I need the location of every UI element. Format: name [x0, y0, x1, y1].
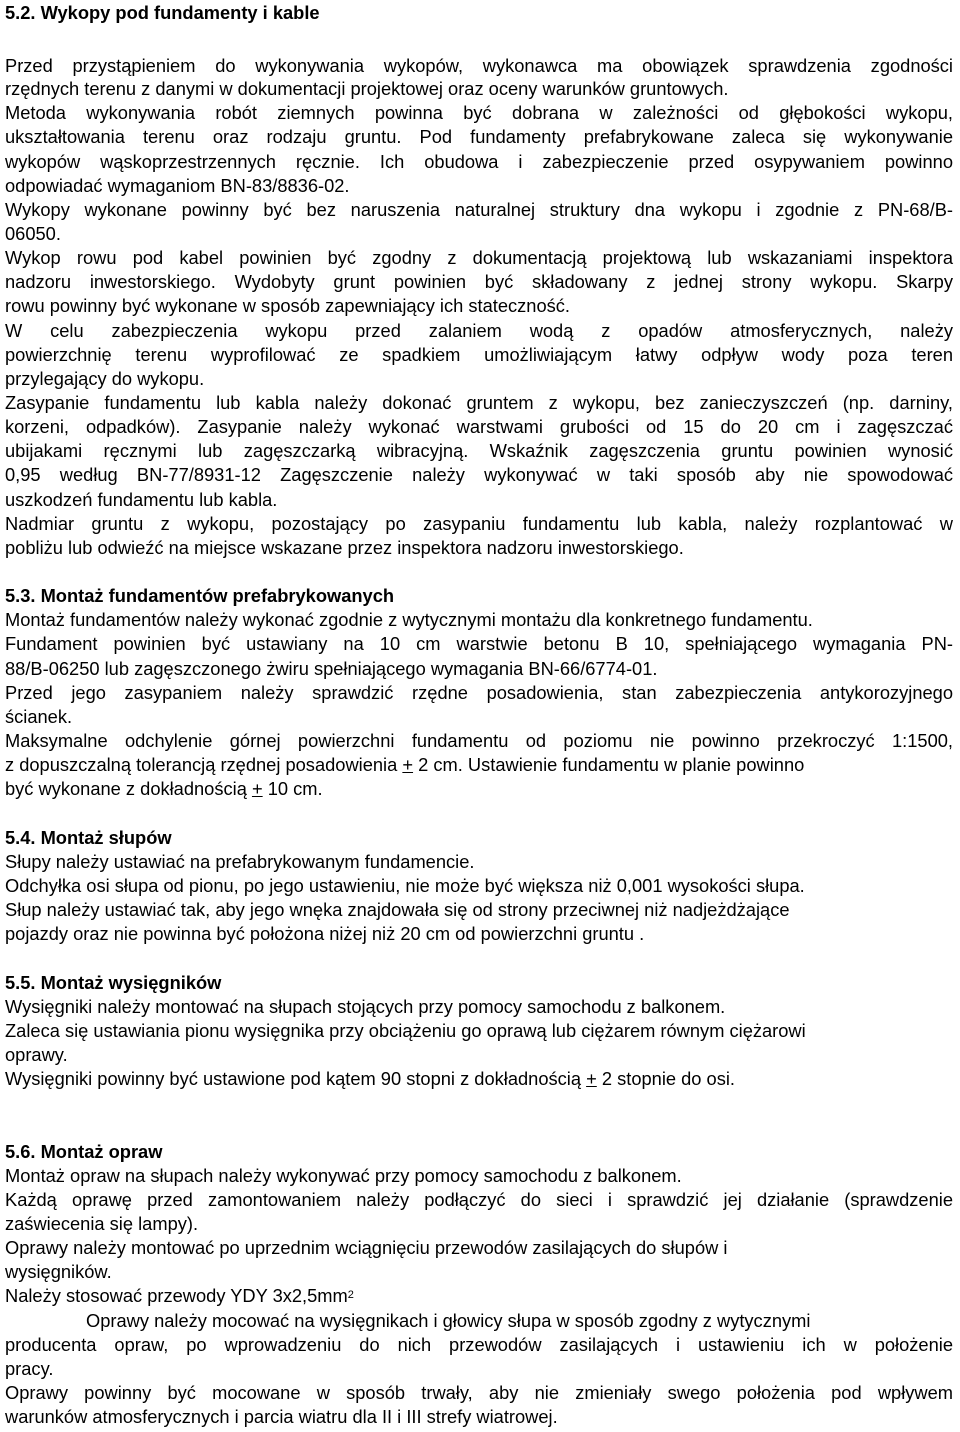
- text-line: [5, 780, 323, 798]
- text-line: Oprawy powinny być mocowane w sposób trwały, aby nie zmieniały swego położenia pod wpływem: [5, 1382, 953, 1403]
- text-line: 88/B-06250 lub zagęszczonego żwiru spełniającego wymagania BN-66/6774-01.: [5, 658, 658, 679]
- text-line: Każdą oprawę przed zamontowaniem należy podłączyć do sieci i sprawdzić jej działanie (sprawdzenie: [5, 1189, 953, 1210]
- text-line: Metoda wykonywania robót ziemnych powinna być dobrana w zależności od głębokości wykopu,: [5, 102, 953, 123]
- text-line: ubijakami ręcznymi lub zagęszczarką wibracyjną. Wskaźnik zagęszczenia gruntu powinien wynosić: [5, 440, 953, 461]
- text-span: Wysięgniki powinny być ustawione pod kątem 90 stopni z dokładnością: [5, 1068, 587, 1089]
- text-line: rowu powinny być wykonane w sposób zapewniający ich stateczność.: [5, 295, 570, 316]
- text-line: wysięgników.: [5, 1261, 112, 1282]
- text-line: uszkodzeń fundamentu lub kabla.: [5, 489, 278, 510]
- text-line: [5, 1287, 354, 1305]
- text-line: Odchyłka osi słupa od pionu, po jego ustawieniu, nie może być większa niż 0,001 wysokości słupa.: [5, 875, 805, 896]
- text-line: Wysięgniki należy montować na słupach stojących przy pomocy samochodu z balkonem.: [5, 996, 726, 1017]
- text-line: Montaż fundamentów należy wykonać zgodnie z wytycznymi montażu dla konkretnego fundamentu.: [5, 609, 813, 630]
- text-line: producenta opraw, po wprowadzeniu do nich przewodów zasilających i ustawieniu ich w położenie: [5, 1334, 953, 1355]
- text-line: 0,95 według BN-77/8931-12 Zagęszczenie należy wykonywać w taki sposób aby nie spowodować: [5, 464, 953, 485]
- text-line: przylegający do wykopu.: [5, 368, 205, 389]
- superscript: 2: [347, 1289, 354, 1301]
- plus-minus-sign: +: [402, 754, 414, 775]
- text-span: Należy stosować przewody YDY 3x2,5mm: [5, 1285, 348, 1306]
- text-line: Wykopy wykonane powinny być bez naruszenia naturalnej struktury dna wykopu i zgodnie z PN-68/B-: [5, 199, 953, 220]
- section-heading-5-2: 5.2. Wykopy pod fundamenty i kable: [5, 2, 320, 23]
- text-span: być wykonane z dokładnością: [5, 778, 252, 799]
- section-heading-5-3: 5.3. Montaż fundamentów prefabrykowanych: [5, 585, 395, 606]
- text-line: Słup należy ustawiać tak, aby jego wnęka znajdowała się od strony przeciwnej niż nadjeżdżające: [5, 899, 790, 920]
- plus-minus-sign: +: [586, 1068, 597, 1089]
- text-line: wykopów wąskoprzestrzennych ręcznie. Ich obudowa i zabezpieczenie przed osypywaniem powinno: [5, 151, 953, 172]
- text-line: [5, 1070, 735, 1088]
- section-heading-5-6: 5.6. Montaż opraw: [5, 1141, 163, 1162]
- text-line: W celu zabezpieczenia wykopu przed zalaniem wodą z opadów atmosferycznych, należy: [5, 320, 953, 341]
- text-line: Zaleca się ustawiania pionu wysięgnika przy obciążeniu go oprawą lub ciężarem równym ciężarowi: [5, 1020, 806, 1041]
- text-line: rzędnych terenu z danymi w dokumentacji projektowej oraz oceny warunków gruntowych.: [5, 78, 729, 99]
- text-line: Fundament powinien być ustawiany na 10 cm warstwie betonu B 10, spełniającego wymagania PN-: [5, 633, 953, 654]
- text-line: ścianek.: [5, 706, 73, 727]
- text-line: [5, 756, 804, 774]
- text-line: pobliżu lub odwieźć na miejsce wskazane przez inspektora nadzoru inwestorskiego.: [5, 537, 684, 558]
- text-span: 2 cm. Ustawienie fundamentu w planie powinno: [413, 754, 805, 775]
- text-line: pojazdy oraz nie powinna być położona niżej niż 20 cm od powierzchni gruntu .: [5, 923, 645, 944]
- text-line: odpowiadać wymaganiom BN-83/8836-02.: [5, 175, 350, 196]
- text-line: 06050.: [5, 223, 61, 244]
- text-line: Przed przystąpieniem do wykonywania wykopów, wykonawca ma obowiązek sprawdzenia zgodności: [5, 55, 953, 76]
- section-heading-5-5: 5.5. Montaż wysięgników: [5, 972, 222, 993]
- text-line: Zasypanie fundamentu lub kabla należy dokonać gruntem z wykopu, bez zanieczyszczeń (np. darniny,: [5, 392, 953, 413]
- text-span: 2 stopnie do osi.: [596, 1068, 735, 1089]
- text-line: Oprawy należy montować po uprzednim wciągnięciu przewodów zasilających do słupów i: [5, 1237, 728, 1258]
- section-heading-5-4: 5.4. Montaż słupów: [5, 827, 172, 848]
- text-line: Oprawy należy mocować na wysięgnikach i głowicy słupa w sposób zgodny z wytycznymi: [86, 1310, 811, 1331]
- text-span: z dopuszczalną tolerancją rzędnej posadowienia: [5, 754, 403, 775]
- text-line: ukształtowania terenu oraz rodzaju gruntu. Pod fundamenty prefabrykowane zaleca się wykonywanie: [5, 126, 953, 147]
- text-line: pracy.: [5, 1358, 54, 1379]
- text-line: powierzchnię terenu wyprofilować ze spadkiem umożliwiającym łatwy odpływ wody poza teren: [5, 344, 953, 365]
- plus-minus-sign: +: [251, 778, 263, 799]
- text-line: Przed jego zasypaniem należy sprawdzić rzędne posadowienia, stan zabezpieczenia antykorozyjnego: [5, 682, 953, 703]
- text-line: Montaż opraw na słupach należy wykonywać przy pomocy samochodu z balkonem.: [5, 1165, 682, 1186]
- text-line: Nadmiar gruntu z wykopu, pozostający po zasypaniu fundamentu lub kabla, należy rozplantować w: [5, 513, 953, 534]
- text-line: Maksymalne odchylenie górnej powierzchni fundamentu od poziomu nie powinno przekroczyć 1:1500,: [5, 730, 953, 751]
- text-line: Wykop rowu pod kabel powinien być zgodny z dokumentacją projektową lub wskazaniami inspektora: [5, 247, 953, 268]
- text-span: 10 cm.: [262, 778, 323, 799]
- text-line: oprawy.: [5, 1044, 68, 1065]
- text-line: warunków atmosferycznych i parcia wiatru dla II i III strefy wiatrowej.: [5, 1406, 558, 1427]
- text-line: nadzoru inwestorskiego. Wydobyty grunt powinien być składowany z jednej strony wykopu. Skarpy: [5, 271, 953, 292]
- text-line: korzeni, odpadków). Zasypanie należy wykonać warstwami grubości od 15 do 20 cm i zagęszczać: [5, 416, 953, 437]
- text-line: zaświecenia się lampy).: [5, 1213, 199, 1234]
- text-line: Słupy należy ustawiać na prefabrykowanym fundamencie.: [5, 851, 475, 872]
